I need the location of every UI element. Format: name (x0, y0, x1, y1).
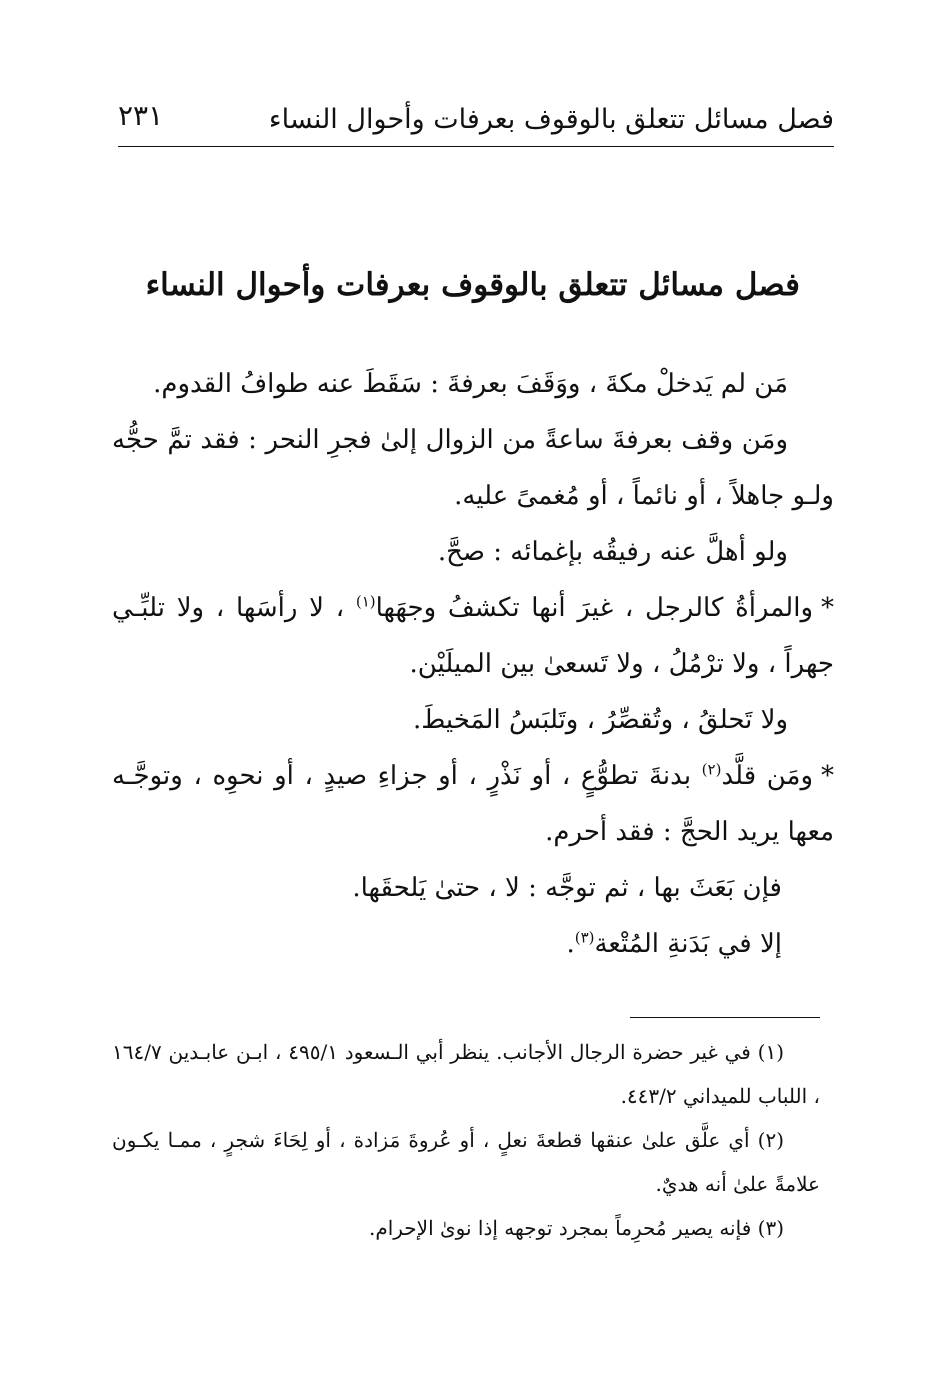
paragraph-text: ، لا رأسَها ، ولا تلبِّـي جهراً ، ولا ترْمُلُ ، ولا تَسعىٰ بين الميلَيْن. (112, 593, 834, 679)
paragraph: مَن لم يَدخلْ مكةَ ، ووَقَفَ بعرفةَ : سَقَطَ عنه طوافُ القدوم. (153, 369, 788, 399)
section-title: فصل مسائل تتعلق بالوقوف بعرفات وأحوال النساء (145, 267, 800, 303)
header-rule (118, 146, 834, 147)
paragraph: فإن بَعَثَ بها ، ثم توجَّه : لا ، حتىٰ يَلحقَها. (352, 873, 782, 903)
paragraph-text: والمرأةُ كالرجل ، غيرَ أنها تكشفُ وجهَها (375, 593, 814, 623)
footnote: (٣) فإنه يصير مُحرِماً بمجرد توجهه إذا نوىٰ الإحرام. (368, 1216, 784, 1240)
footnote-reference[interactable]: (١) (355, 592, 376, 611)
page-number: ٢٣١ (118, 99, 164, 132)
paragraph-text: إلا في بَدَنةِ المُتْعة (594, 929, 782, 959)
footnote: (١) في غير حضرة الرجال الأجانب. ينظر أبي الـسعود ٤٩٥/١ ، ابـن عابـدين ١٦٤/٧ ، اللباب للميداني ٤٤٣/٢. (112, 1040, 820, 1108)
footnote: (٢) أي علَّق علىٰ عنقها قطعةَ نعلٍ ، أو عُروةَ مَزادة ، أو لِحَاءَ شجرٍ ، ممـا يكـون علامةً علىٰ أنه هديٌ. (112, 1128, 820, 1196)
paragraph-text: . (566, 929, 575, 959)
paragraph-text: ومَن قلَّد (721, 761, 813, 791)
paragraph (112, 748, 834, 860)
paragraph: ولا تَحلقُ ، وتُقصِّرُ ، وتَلبَسُ المَخيطَ. (412, 705, 788, 735)
main-text (112, 356, 834, 972)
paragraph (112, 580, 834, 692)
footnote-reference[interactable]: (٣) (574, 928, 595, 947)
footnote-rule (630, 1017, 820, 1018)
paragraph (112, 916, 834, 972)
footnotes (112, 1030, 820, 1250)
paragraph: ولو أهلَّ عنه رفيقُه بإغمائه : صحَّ. (437, 537, 788, 567)
running-title: فصل مسائل تتعلق بالوقوف بعرفات وأحوال النساء (268, 104, 834, 135)
running-header (118, 96, 834, 144)
paragraph-text: بدنةَ تطوُّعٍ ، أو نَذْرٍ ، أو جزاءِ صيدٍ ، أو نحوِه ، وتوجَّـه معها يريد الحجَّ : فقد أحرم. (112, 761, 834, 847)
paragraph: ومَن وقف بعرفةَ ساعةً من الزوال إلىٰ فجرِ النحر : فقد تمَّ حجُّه ولـو جاهلاً ، أو نائماً ، أو مُغمىً عليه. (112, 425, 834, 511)
asterisk-mark: * (821, 761, 834, 791)
footnote-reference[interactable]: (٢) (701, 760, 722, 779)
asterisk-mark: * (821, 593, 835, 623)
